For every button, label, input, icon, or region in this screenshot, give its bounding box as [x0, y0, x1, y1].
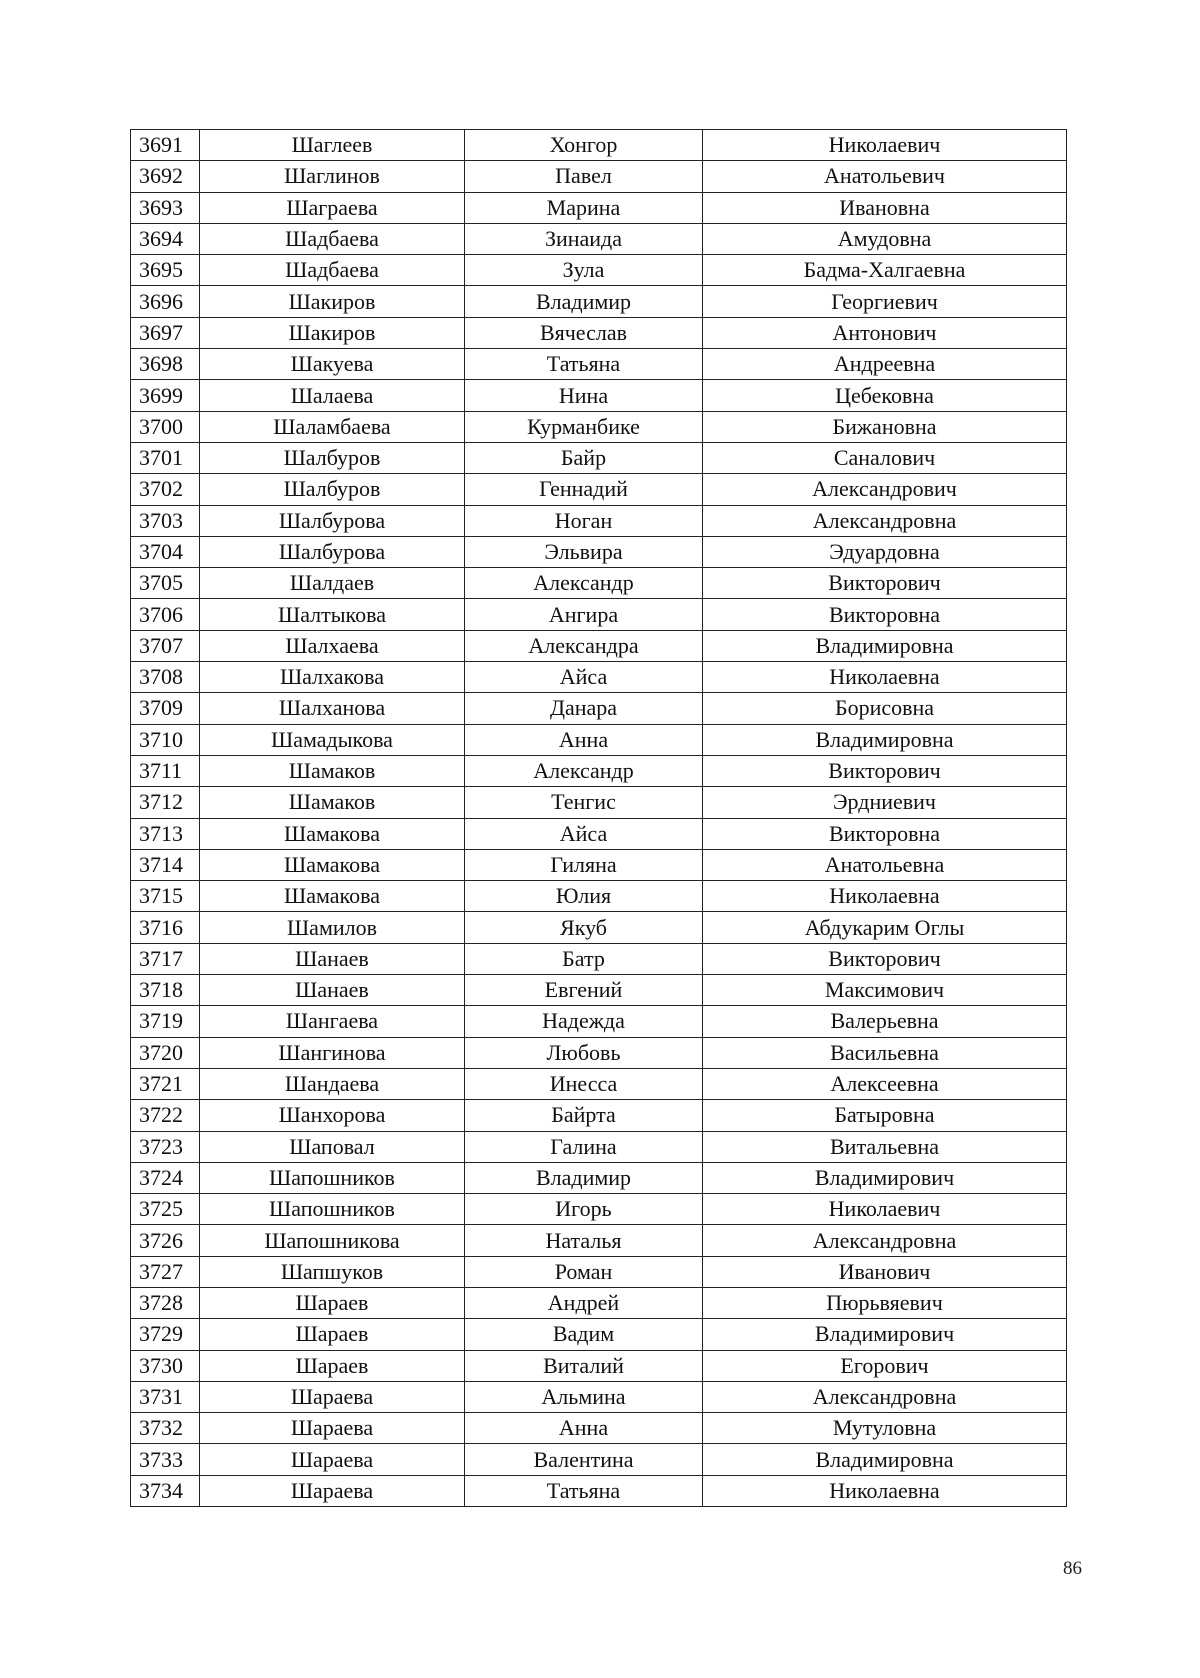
patronymic-cell: Цебековна — [703, 380, 1067, 411]
patronymic-cell: Борисовна — [703, 693, 1067, 724]
roster-table-body — [131, 130, 1067, 1507]
first-name-cell: Александр — [465, 755, 703, 786]
row-number-cell: 3725 — [131, 1194, 200, 1225]
row-number-cell: 3699 — [131, 380, 200, 411]
first-name-cell: Татьяна — [465, 1475, 703, 1506]
patronymic-cell: Витальевна — [703, 1131, 1067, 1162]
last-name-cell: Шангаева — [200, 1006, 465, 1037]
last-name-cell: Шараев — [200, 1287, 465, 1318]
patronymic-cell: Владимировна — [703, 630, 1067, 661]
table-row — [131, 1194, 1067, 1225]
table-row — [131, 755, 1067, 786]
patronymic-cell: Анатольевна — [703, 849, 1067, 880]
last-name-cell: Шаламбаева — [200, 411, 465, 442]
last-name-cell: Шалханова — [200, 693, 465, 724]
last-name-cell: Шалхакова — [200, 662, 465, 693]
patronymic-cell: Алексеевна — [703, 1068, 1067, 1099]
table-row — [131, 849, 1067, 880]
last-name-cell: Шанаев — [200, 943, 465, 974]
first-name-cell: Ноган — [465, 505, 703, 536]
table-row — [131, 568, 1067, 599]
last-name-cell: Шадбаева — [200, 255, 465, 286]
first-name-cell: Альмина — [465, 1381, 703, 1412]
first-name-cell: Якуб — [465, 912, 703, 943]
first-name-cell: Наталья — [465, 1225, 703, 1256]
row-number-cell: 3731 — [131, 1381, 200, 1412]
table-row — [131, 724, 1067, 755]
patronymic-cell: Бадма-Халгаевна — [703, 255, 1067, 286]
patronymic-cell: Владимировна — [703, 724, 1067, 755]
patronymic-cell: Валерьевна — [703, 1006, 1067, 1037]
patronymic-cell: Александровна — [703, 1381, 1067, 1412]
patronymic-cell: Антонович — [703, 317, 1067, 348]
last-name-cell: Шараев — [200, 1350, 465, 1381]
row-number-cell: 3715 — [131, 881, 200, 912]
table-row — [131, 912, 1067, 943]
patronymic-cell: Владимировна — [703, 1444, 1067, 1475]
table-row — [131, 881, 1067, 912]
row-number-cell: 3692 — [131, 161, 200, 192]
table-row — [131, 536, 1067, 567]
last-name-cell: Шалбурова — [200, 536, 465, 567]
table-row — [131, 1225, 1067, 1256]
table-row — [131, 474, 1067, 505]
last-name-cell: Шараева — [200, 1381, 465, 1412]
table-row — [131, 1287, 1067, 1318]
patronymic-cell: Викторович — [703, 755, 1067, 786]
patronymic-cell: Пюрьвяевич — [703, 1287, 1067, 1318]
last-name-cell: Шакиров — [200, 286, 465, 317]
first-name-cell: Анна — [465, 1413, 703, 1444]
row-number-cell: 3722 — [131, 1100, 200, 1131]
patronymic-cell: Бижановна — [703, 411, 1067, 442]
first-name-cell: Любовь — [465, 1037, 703, 1068]
row-number-cell: 3734 — [131, 1475, 200, 1506]
last-name-cell: Шалбуров — [200, 442, 465, 473]
first-name-cell: Курманбике — [465, 411, 703, 442]
row-number-cell: 3729 — [131, 1319, 200, 1350]
row-number-cell: 3711 — [131, 755, 200, 786]
last-name-cell: Шамакова — [200, 881, 465, 912]
patronymic-cell: Саналович — [703, 442, 1067, 473]
table-row — [131, 286, 1067, 317]
first-name-cell: Вячеслав — [465, 317, 703, 348]
first-name-cell: Данара — [465, 693, 703, 724]
patronymic-cell: Викторович — [703, 943, 1067, 974]
last-name-cell: Шаграева — [200, 192, 465, 223]
table-row — [131, 161, 1067, 192]
page-number: 86 — [1063, 1558, 1082, 1579]
last-name-cell: Шапошников — [200, 1162, 465, 1193]
last-name-cell: Шамилов — [200, 912, 465, 943]
last-name-cell: Шараева — [200, 1413, 465, 1444]
patronymic-cell: Георгиевич — [703, 286, 1067, 317]
last-name-cell: Шалхаева — [200, 630, 465, 661]
row-number-cell: 3724 — [131, 1162, 200, 1193]
last-name-cell: Шараева — [200, 1475, 465, 1506]
first-name-cell: Александра — [465, 630, 703, 661]
first-name-cell: Инесса — [465, 1068, 703, 1099]
last-name-cell: Шапошникова — [200, 1225, 465, 1256]
table-row — [131, 505, 1067, 536]
first-name-cell: Байр — [465, 442, 703, 473]
table-row — [131, 317, 1067, 348]
first-name-cell: Тенгис — [465, 787, 703, 818]
table-row — [131, 411, 1067, 442]
first-name-cell: Зула — [465, 255, 703, 286]
table-row — [131, 693, 1067, 724]
patronymic-cell: Николаевич — [703, 130, 1067, 161]
patronymic-cell: Викторовна — [703, 818, 1067, 849]
row-number-cell: 3695 — [131, 255, 200, 286]
patronymic-cell: Васильевна — [703, 1037, 1067, 1068]
first-name-cell: Вадим — [465, 1319, 703, 1350]
row-number-cell: 3698 — [131, 349, 200, 380]
table-row — [131, 192, 1067, 223]
table-row — [131, 1319, 1067, 1350]
first-name-cell: Виталий — [465, 1350, 703, 1381]
table-row — [131, 1162, 1067, 1193]
row-number-cell: 3727 — [131, 1256, 200, 1287]
row-number-cell: 3726 — [131, 1225, 200, 1256]
table-row — [131, 975, 1067, 1006]
last-name-cell: Шараев — [200, 1319, 465, 1350]
first-name-cell: Зинаида — [465, 223, 703, 254]
last-name-cell: Шалаева — [200, 380, 465, 411]
patronymic-cell: Ивановна — [703, 192, 1067, 223]
first-name-cell: Айса — [465, 818, 703, 849]
patronymic-cell: Александрович — [703, 474, 1067, 505]
last-name-cell: Шанхорова — [200, 1100, 465, 1131]
first-name-cell: Игорь — [465, 1194, 703, 1225]
row-number-cell: 3716 — [131, 912, 200, 943]
first-name-cell: Валентина — [465, 1444, 703, 1475]
first-name-cell: Марина — [465, 192, 703, 223]
last-name-cell: Шапошников — [200, 1194, 465, 1225]
first-name-cell: Хонгор — [465, 130, 703, 161]
last-name-cell: Шалдаев — [200, 568, 465, 599]
last-name-cell: Шаглеев — [200, 130, 465, 161]
row-number-cell: 3696 — [131, 286, 200, 317]
row-number-cell: 3721 — [131, 1068, 200, 1099]
last-name-cell: Шангинова — [200, 1037, 465, 1068]
row-number-cell: 3701 — [131, 442, 200, 473]
row-number-cell: 3694 — [131, 223, 200, 254]
row-number-cell: 3728 — [131, 1287, 200, 1318]
last-name-cell: Шамакова — [200, 818, 465, 849]
row-number-cell: 3707 — [131, 630, 200, 661]
row-number-cell: 3709 — [131, 693, 200, 724]
table-row — [131, 787, 1067, 818]
table-row — [131, 1006, 1067, 1037]
row-number-cell: 3720 — [131, 1037, 200, 1068]
table-row — [131, 1100, 1067, 1131]
patronymic-cell: Батыровна — [703, 1100, 1067, 1131]
patronymic-cell: Эдуардовна — [703, 536, 1067, 567]
roster-table — [130, 129, 1067, 1507]
last-name-cell: Шалбурова — [200, 505, 465, 536]
last-name-cell: Шаглинов — [200, 161, 465, 192]
last-name-cell: Шамаков — [200, 755, 465, 786]
row-number-cell: 3691 — [131, 130, 200, 161]
patronymic-cell: Александровна — [703, 1225, 1067, 1256]
row-number-cell: 3714 — [131, 849, 200, 880]
patronymic-cell: Николаевич — [703, 1194, 1067, 1225]
row-number-cell: 3705 — [131, 568, 200, 599]
first-name-cell: Андрей — [465, 1287, 703, 1318]
patronymic-cell: Иванович — [703, 1256, 1067, 1287]
row-number-cell: 3733 — [131, 1444, 200, 1475]
first-name-cell: Гиляна — [465, 849, 703, 880]
patronymic-cell: Александровна — [703, 505, 1067, 536]
patronymic-cell: Викторовна — [703, 599, 1067, 630]
last-name-cell: Шамадыкова — [200, 724, 465, 755]
row-number-cell: 3700 — [131, 411, 200, 442]
table-row — [131, 442, 1067, 473]
patronymic-cell: Абдукарим Оглы — [703, 912, 1067, 943]
patronymic-cell: Эрдниевич — [703, 787, 1067, 818]
patronymic-cell: Викторович — [703, 568, 1067, 599]
patronymic-cell: Николаевна — [703, 662, 1067, 693]
first-name-cell: Байрта — [465, 1100, 703, 1131]
first-name-cell: Татьяна — [465, 349, 703, 380]
first-name-cell: Геннадий — [465, 474, 703, 505]
last-name-cell: Шакуева — [200, 349, 465, 380]
table-row — [131, 1037, 1067, 1068]
last-name-cell: Шараева — [200, 1444, 465, 1475]
last-name-cell: Шадбаева — [200, 223, 465, 254]
first-name-cell: Надежда — [465, 1006, 703, 1037]
table-row — [131, 630, 1067, 661]
table-row — [131, 1068, 1067, 1099]
row-number-cell: 3723 — [131, 1131, 200, 1162]
table-row — [131, 943, 1067, 974]
patronymic-cell: Мутуловна — [703, 1413, 1067, 1444]
first-name-cell: Владимир — [465, 286, 703, 317]
first-name-cell: Анна — [465, 724, 703, 755]
first-name-cell: Батр — [465, 943, 703, 974]
table-row — [131, 1381, 1067, 1412]
first-name-cell: Айса — [465, 662, 703, 693]
first-name-cell: Нина — [465, 380, 703, 411]
last-name-cell: Шамаков — [200, 787, 465, 818]
patronymic-cell: Владимирович — [703, 1162, 1067, 1193]
row-number-cell: 3710 — [131, 724, 200, 755]
row-number-cell: 3704 — [131, 536, 200, 567]
last-name-cell: Шапшуков — [200, 1256, 465, 1287]
table-row — [131, 599, 1067, 630]
first-name-cell: Роман — [465, 1256, 703, 1287]
last-name-cell: Шалтыкова — [200, 599, 465, 630]
patronymic-cell: Николаевна — [703, 881, 1067, 912]
patronymic-cell: Амудовна — [703, 223, 1067, 254]
first-name-cell: Галина — [465, 1131, 703, 1162]
row-number-cell: 3706 — [131, 599, 200, 630]
patronymic-cell: Максимович — [703, 975, 1067, 1006]
row-number-cell: 3718 — [131, 975, 200, 1006]
row-number-cell: 3713 — [131, 818, 200, 849]
row-number-cell: 3712 — [131, 787, 200, 818]
table-row — [131, 349, 1067, 380]
first-name-cell: Павел — [465, 161, 703, 192]
row-number-cell: 3717 — [131, 943, 200, 974]
table-row — [131, 1444, 1067, 1475]
first-name-cell: Евгений — [465, 975, 703, 1006]
patronymic-cell: Николаевна — [703, 1475, 1067, 1506]
first-name-cell: Эльвира — [465, 536, 703, 567]
row-number-cell: 3693 — [131, 192, 200, 223]
table-row — [131, 1256, 1067, 1287]
patronymic-cell: Андреевна — [703, 349, 1067, 380]
first-name-cell: Владимир — [465, 1162, 703, 1193]
row-number-cell: 3719 — [131, 1006, 200, 1037]
first-name-cell: Ангира — [465, 599, 703, 630]
table-row — [131, 1413, 1067, 1444]
first-name-cell: Юлия — [465, 881, 703, 912]
patronymic-cell: Егорович — [703, 1350, 1067, 1381]
patronymic-cell: Анатольевич — [703, 161, 1067, 192]
row-number-cell: 3732 — [131, 1413, 200, 1444]
patronymic-cell: Владимирович — [703, 1319, 1067, 1350]
row-number-cell: 3702 — [131, 474, 200, 505]
row-number-cell: 3703 — [131, 505, 200, 536]
row-number-cell: 3708 — [131, 662, 200, 693]
last-name-cell: Шакиров — [200, 317, 465, 348]
last-name-cell: Шанаев — [200, 975, 465, 1006]
last-name-cell: Шамакова — [200, 849, 465, 880]
table-row — [131, 662, 1067, 693]
table-row — [131, 255, 1067, 286]
first-name-cell: Александр — [465, 568, 703, 599]
table-row — [131, 223, 1067, 254]
table-row — [131, 380, 1067, 411]
table-row — [131, 1131, 1067, 1162]
row-number-cell: 3730 — [131, 1350, 200, 1381]
table-row — [131, 130, 1067, 161]
table-row — [131, 1350, 1067, 1381]
last-name-cell: Шаповал — [200, 1131, 465, 1162]
last-name-cell: Шандаева — [200, 1068, 465, 1099]
row-number-cell: 3697 — [131, 317, 200, 348]
table-row — [131, 818, 1067, 849]
last-name-cell: Шалбуров — [200, 474, 465, 505]
table-row — [131, 1475, 1067, 1506]
